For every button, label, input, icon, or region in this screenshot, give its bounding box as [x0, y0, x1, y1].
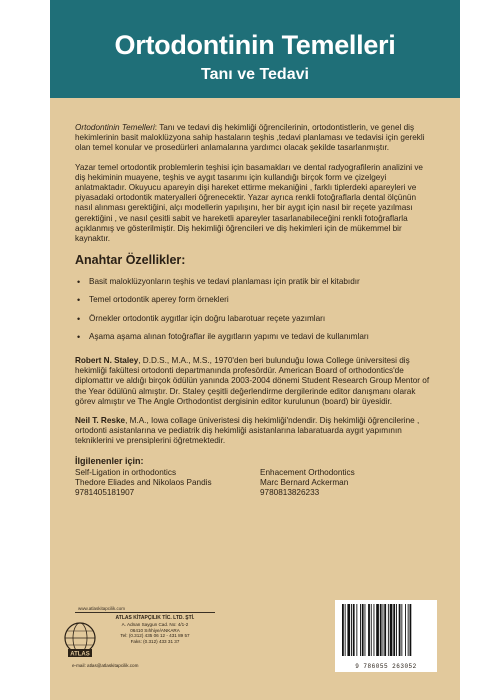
- intro-paragraph: [75, 123, 430, 154]
- barcode-bar: [368, 604, 370, 656]
- isbn-barcode: [335, 600, 437, 672]
- barcode-bar: [383, 604, 384, 656]
- author-bio-reske: [75, 416, 430, 447]
- feature-item: • Aşama aşama alınan fotoğraflar ile aygıtların yapımı ve tedavi de kullanımları: [75, 332, 430, 342]
- feature-item: • Örnekler ortodontik aygıtlar için doğru labarotuar reçete yazımları: [75, 314, 430, 324]
- publisher-address-line: A. Adnan Saygun Cad. No: 4/1-2: [121, 621, 189, 627]
- related-book-authors: Thedore Eliades and Nikolaos Pandis: [75, 478, 212, 488]
- barcode-bar: [380, 604, 382, 656]
- publisher-name: ATLAS KİTAPÇILIK TİC. LTD. ŞTİ.: [115, 615, 195, 621]
- feature-item: • Temel ortodontik aperey form örnekleri: [75, 295, 430, 305]
- author-bio-staley: [75, 356, 430, 407]
- publisher-tel: Tel: (0.312) 435 06 12 - 431 89 57: [120, 633, 190, 639]
- intro-lead: Ortodontinin Temelleri: [75, 123, 155, 132]
- related-book-authors: Marc Bernard Ackerman: [260, 478, 349, 488]
- barcode-bar: [347, 604, 350, 656]
- barcode-bar: [342, 604, 344, 656]
- publisher-fax: Faks: (0.312) 433 31 37: [130, 639, 180, 645]
- barcode-bar: [356, 604, 357, 656]
- related-book-title: Enhacement Orthodontics: [260, 467, 355, 477]
- related-book-title: Self-Ligation in orthodontics: [75, 467, 177, 477]
- features-heading: Anahtar Özellikler:: [75, 253, 186, 268]
- barcode-bar: [351, 604, 352, 656]
- related-books: [75, 468, 430, 499]
- barcode-bar: [376, 604, 379, 656]
- book-subtitle: Tanı ve Tedavi: [201, 66, 309, 83]
- barcode-bar: [384, 604, 386, 656]
- cover-text: [75, 123, 430, 498]
- barcode-bar: [360, 604, 361, 656]
- features-list: [75, 277, 430, 342]
- footer-divider: [75, 612, 215, 613]
- barcode-bar: [405, 604, 406, 656]
- barcode-bar: [393, 604, 395, 656]
- related-book-right: [260, 468, 430, 499]
- publisher-address-line: 06410 Sıhhiye/ANKARA: [130, 627, 180, 633]
- barcode-bar: [374, 604, 375, 656]
- barcode-bars: [339, 604, 433, 658]
- logo-text: ATLAS: [70, 651, 90, 658]
- description-paragraph: Yazar temel ortodontik problemlerin teşhisi için basamakları ve dental radyografilerin analizini ve diş hekiminin muayene, teşhis ve aygıt tasarımı için kullandığı birçok form ve çizelgeyi anlatmaktadır. Okuyucu apareyin dişi hareket ettirme mekaniğini , farklı tiplerdeki apareyleri ve piyasadaki ortodontik materyalleri öğrenecektir. Yazar ayrıca renkli fotoğraflarla dental ölçünün nasıl alınması gerektiğini, alçı modellerin yapılışını, her bir aygıt için nasıl bir reçete yazılması gerektiğini , ve nasıl çesitli sabit ve hareketli apareyler tasarlanabileceğini renkli fotoğraflarla açıklanmış ve gösterilmiştir. Diş hekimliği öğrencileri ve diş hekimleri için de mükemmel bir kaynaktır.: [75, 162, 423, 244]
- barcode-bar: [388, 604, 389, 656]
- title-band: [50, 0, 460, 98]
- atlas-globe-logo-icon: [60, 620, 100, 660]
- barcode-bar: [399, 604, 401, 656]
- barcode-bar: [371, 604, 372, 656]
- barcode-bar: [408, 604, 409, 656]
- barcode-bar: [396, 604, 397, 656]
- publisher-address: [102, 616, 208, 645]
- barcode-bar: [345, 604, 346, 656]
- author-bio-text: , M.A., Iowa collage üniveristesi diş hekimliği'ndendir. Diş hekimliği öğrencilerine , ortodonti asistanlarına ve pediatrik diş hekimliği asistanlarına labaratuarda aygıt yapımının tekniklerini ve prensiplerini öğretmektedir.: [75, 416, 420, 446]
- publisher-url: www.atlaskitapcilik.com: [78, 606, 126, 611]
- publisher-email: e-mail: atlas@atlaskitapcilik.com: [72, 663, 139, 668]
- related-heading: İlgilenenler için:: [75, 455, 144, 466]
- related-book-isbn: 9781405181907: [75, 488, 135, 498]
- related-book-isbn: 9780813826233: [260, 488, 320, 498]
- author-name: Neil T. Reske: [75, 416, 126, 426]
- barcode-bar: [410, 604, 412, 656]
- barcode-digits: 9 786055 263052: [355, 663, 417, 670]
- author-bio-text: , D.D.S., M.A., M.S., 1970'den beri bulunduğu Iowa College üniversitesi diş hekimliği fakültesi ortodonti departmanında profesördür. American Board of orthodontics'de diplomattır ve aldığı birçok ödülün yanında 2003-2004 dönemi Student Research Group Mentor of the Year ödülünü almıştır. Dr. Staley çeşitli değerlendirme dergilerinde editor danışmanı olarak görev almıştır ve The Angle Orthodontist dergisinin editor kurulunun (board) bir üyesidir.: [75, 356, 430, 406]
- publisher-block: [60, 616, 210, 696]
- barcode-bar: [401, 604, 402, 656]
- barcode-bar: [362, 604, 364, 656]
- barcode-bar: [353, 604, 355, 656]
- related-book-left: [75, 468, 245, 499]
- barcode-bar: [390, 604, 393, 656]
- book-title: Ortodontinin Temelleri: [114, 30, 396, 60]
- feature-item: • Basit maloklüzyonların teşhis ve tedavi planlaması için pratik bir el kitabıdır: [75, 277, 430, 287]
- author-name: Robert N. Staley: [75, 356, 139, 366]
- intro-rest: : Tanı ve tedavi diş hekimliği öğrencilerinin, ortodontistlerin, ve genel diş hekimlerinin basit maloklüzyona sahip hastaların teşhis ,tedavi planlaması ve tedavisi için gerekli olan temel konular ve prosedürleri anlamalarına yardımcı olacak şekilde tasarlanmıştır.: [75, 123, 425, 153]
- barcode-bar: [365, 604, 366, 656]
